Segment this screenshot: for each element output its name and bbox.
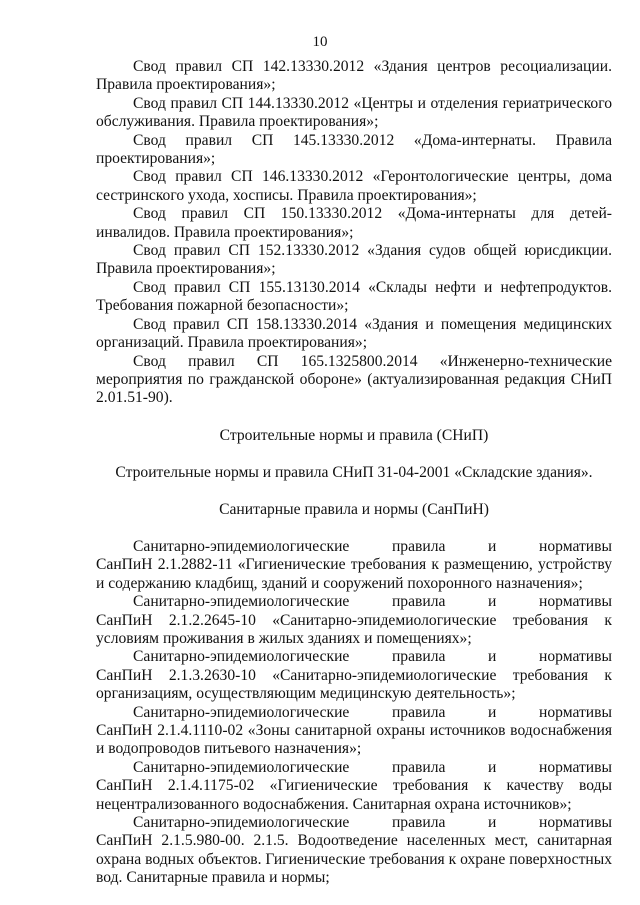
sanpin-item xyxy=(96,648,612,703)
sp-item: Свод правил СП 152.13330.2012 «Здания судов общей юрисдикции. Правила проектирования»; xyxy=(96,242,612,278)
sanpin-item xyxy=(96,759,612,814)
sp-item: Свод правил СП 150.13330.2012 «Дома-интернаты для детей-инвалидов. Правила проектирования»; xyxy=(96,205,612,241)
sanpin-item xyxy=(96,704,612,759)
sp-item: Свод правил СП 155.13130.2014 «Склады нефти и нефтепродуктов. Требования пожарной безопасности»; xyxy=(96,278,612,315)
sanpin-text: СанПиН 2.1.2882-11 «Гигиенические требования к размещению, устройству и содержанию кладбищ, зданий и сооружений похоронного назначения»; xyxy=(96,556,612,592)
sanpin-lead: Санитарно-эпидемиологические правила и нормативы xyxy=(133,758,612,776)
sp-item: Свод правил СП 144.13330.2012 «Центры и отделения гериатрического обслуживания. Правила проектирования»; xyxy=(96,94,612,131)
sanpin-text: СанПиН 2.1.2.2645-10 «Санитарно-эпидемиологические требования к условиям проживания в жилых зданиях и помещениях»; xyxy=(96,611,612,647)
sanpin-lead: Санитарно-эпидемиологические правила и нормативы xyxy=(133,537,612,555)
sp-item: Свод правил СП 158.13330.2014 «Здания и помещения медицинских организаций. Правила проектирования»; xyxy=(96,315,612,352)
sanpin-lead: Санитарно-эпидемиологические правила и нормативы xyxy=(133,593,612,611)
document-body xyxy=(96,58,612,888)
sanpin-lead: Санитарно-эпидемиологические правила и нормативы xyxy=(133,814,612,832)
sp-item: Свод правил СП 145.13330.2012 «Дома-интернаты. Правила проектирования»; xyxy=(96,131,612,168)
section-heading-snip: Строительные нормы и правила (СНиП) xyxy=(219,426,489,444)
sp-item: Свод правил СП 165.1325800.2014 «Инженерно-технические мероприятия по гражданской обороне» (актуализированная редакция СНиП 2.01.51-90). xyxy=(96,352,612,407)
sanpin-list xyxy=(96,538,612,888)
sanpin-text: СанПиН 2.1.4.1175-02 «Гигиенические требования к качеству воды нецентрализованного водоснабжения. Санитарная охрана источников»; xyxy=(96,777,612,813)
sanpin-lead: Санитарно-эпидемиологические правила и нормативы xyxy=(133,648,612,666)
sanpin-item xyxy=(96,814,612,888)
sanpin-item xyxy=(96,538,612,593)
section-heading-sanpin: Санитарные правила и нормы (СанПиН) xyxy=(219,500,489,518)
sp-item: Свод правил СП 146.13330.2012 «Геронтологические центры, дома сестринского ухода, хосписы. Правила проектирования»; xyxy=(96,168,612,204)
sanpin-lead: Санитарно-эпидемиологические правила и нормативы xyxy=(133,703,612,721)
sanpin-item xyxy=(96,593,612,648)
snip-item: Строительные нормы и правила СНиП 31-04-2001 «Складские здания». xyxy=(115,464,593,482)
sanpin-text: СанПиН 2.1.5.980-00. 2.1.5. Водоотведение населенных мест, санитарная охрана водных объектов. Гигиенические требования к охране поверхностных вод. Санитарные правила и нормы; xyxy=(96,832,613,887)
sp-item: Свод правил СП 142.13330.2012 «Здания центров ресоциализации. Правила проектирования»; xyxy=(96,58,612,94)
sanpin-text: СанПиН 2.1.4.1110-02 «Зоны санитарной охраны источников водоснабжения и водопроводов питьевого назначения»; xyxy=(96,722,612,758)
page-number: 10 xyxy=(312,34,328,50)
sanpin-text: СанПиН 2.1.3.2630-10 «Санитарно-эпидемиологические требования к организациям, осуществляющим медицинскую деятельность»; xyxy=(96,666,612,703)
